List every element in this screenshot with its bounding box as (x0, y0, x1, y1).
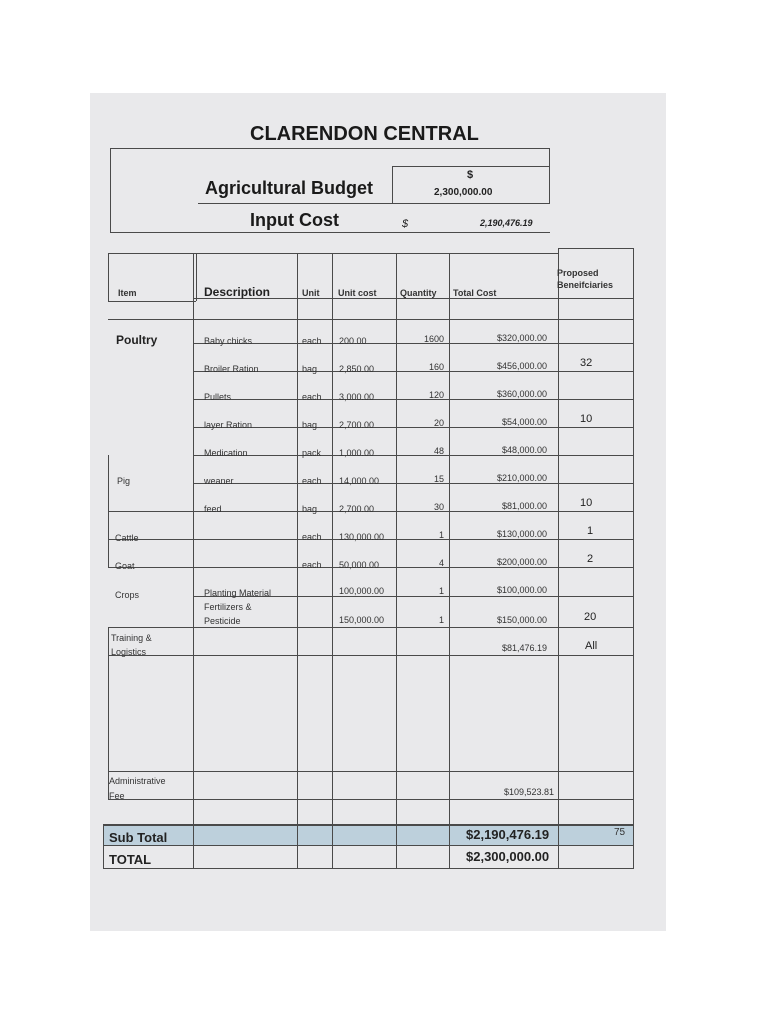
cell-unit: each (302, 532, 322, 542)
cell-unit-cost: 100,000.00 (339, 586, 385, 596)
cell-unit-cost: 150,000.00 (339, 615, 385, 625)
input-cost-label: Input Cost (250, 210, 339, 230)
col-header-beneficiaries-1: Proposed (557, 268, 599, 278)
item-pig: Pig (117, 476, 131, 486)
subtotal-band (103, 825, 633, 845)
budget-currency: $ (467, 169, 474, 181)
cell-quantity: 30 (433, 502, 444, 512)
cell-unit-cost: 1,000.00 (339, 448, 375, 458)
item-training-line2: Logistics (111, 647, 147, 657)
cell-total: $360,000.00 (496, 389, 547, 399)
cell-total: $456,000.00 (496, 361, 547, 371)
cell-description: Baby chicks (204, 336, 253, 346)
col-header-quantity: Quantity (400, 288, 437, 298)
item-goat: Goat (115, 561, 135, 571)
cell-unit-cost: 200.00 (339, 336, 367, 346)
cell-description: Planting Material (204, 588, 272, 598)
cell-quantity: 20 (433, 418, 444, 428)
cell-beneficiaries: All (585, 640, 598, 652)
col-header-unit-cost: Unit cost (338, 288, 377, 298)
cell-unit: pack (302, 448, 322, 458)
cell-total: $320,000.00 (496, 333, 547, 343)
cell-quantity: 1 (438, 615, 444, 625)
document-title: CLARENDON CENTRAL (250, 123, 479, 145)
cell-quantity: 4 (438, 558, 444, 568)
document-page (90, 93, 666, 931)
cell-unit: each (302, 476, 322, 486)
cell-unit: each (302, 392, 322, 402)
item-training-line1: Training & (111, 633, 152, 643)
cell-quantity: 160 (428, 362, 444, 372)
cell-beneficiaries: 1 (587, 525, 594, 537)
cell-unit-cost: 2,700.00 (339, 504, 375, 514)
cell-unit-cost: 3,000.00 (339, 392, 375, 402)
cell-description: layer Ration (204, 420, 253, 430)
cell-total: $81,476.19 (501, 643, 547, 653)
cell-unit: bag (302, 364, 318, 374)
cell-unit-cost: 14,000.00 (339, 476, 380, 486)
cell-unit-cost: 130,000.00 (339, 532, 385, 542)
cell-total: $109,523.81 (503, 787, 554, 797)
cell-unit: bag (302, 504, 318, 514)
cell-description: feed (204, 504, 222, 514)
item-cattle: Cattle (115, 533, 139, 543)
cell-total: $210,000.00 (496, 473, 547, 483)
cell-total: $48,000.00 (501, 445, 547, 455)
col-header-unit: Unit (302, 288, 320, 298)
cell-quantity: 1 (438, 530, 444, 540)
item-admin-line2: Fee (109, 791, 125, 801)
cell-total: $150,000.00 (496, 615, 547, 625)
cell-beneficiaries: 32 (580, 357, 593, 369)
input-currency: $ (402, 218, 409, 230)
cell-unit-cost: 2,700.00 (339, 420, 375, 430)
col-header-description: Description (204, 285, 271, 299)
total-amount: $2,300,000.00 (466, 849, 550, 864)
cell-beneficiaries: 10 (580, 497, 593, 509)
cell-beneficiaries: 10 (580, 413, 593, 425)
cell-beneficiaries: 2 (587, 553, 594, 565)
cell-total: $200,000.00 (496, 557, 547, 567)
cell-description: Pullets (204, 392, 232, 402)
col-header-total-cost: Total Cost (453, 288, 497, 298)
item-admin-line1: Administrative (109, 776, 166, 786)
cell-quantity: 120 (428, 390, 444, 400)
item-crops: Crops (115, 590, 140, 600)
cell-description: Medication (204, 448, 248, 458)
budget-label: Agricultural Budget (205, 178, 374, 198)
col-header-item: Item (118, 288, 137, 298)
cell-unit: each (302, 336, 322, 346)
cell-quantity: 15 (433, 474, 444, 484)
cell-unit: bag (302, 420, 318, 430)
cell-quantity: 1 (438, 586, 444, 596)
cell-total: $100,000.00 (496, 585, 547, 595)
subtotal-label: Sub Total (109, 830, 168, 845)
cell-total: $81,000.00 (501, 501, 547, 511)
input-cost-amount: 2,190,476.19 (480, 218, 533, 228)
cell-unit-cost: 50,000.00 (339, 560, 380, 570)
cell-beneficiaries: 20 (584, 611, 597, 623)
col-header-beneficiaries-2: Beneifciaries (557, 280, 614, 290)
cell-quantity: 48 (433, 446, 444, 456)
cell-unit: each (302, 560, 322, 570)
cell-description: Broiler Ration (204, 364, 259, 374)
total-label: TOTAL (109, 852, 152, 867)
subtotal-amount: $2,190,476.19 (466, 827, 550, 842)
cell-total: $130,000.00 (496, 529, 547, 539)
cell-description-line1: Fertilizers & (204, 602, 252, 612)
subtotal-beneficiaries: 75 (614, 827, 626, 838)
cell-unit-cost: 2,850.00 (339, 364, 375, 374)
item-poultry: Poultry (116, 333, 158, 347)
cell-description-line2: Pesticide (204, 616, 241, 626)
budget-amount: 2,300,000.00 (434, 187, 493, 198)
cell-quantity: 1600 (423, 334, 444, 344)
cell-description: weaner (204, 476, 234, 486)
cell-total: $54,000.00 (501, 417, 547, 427)
